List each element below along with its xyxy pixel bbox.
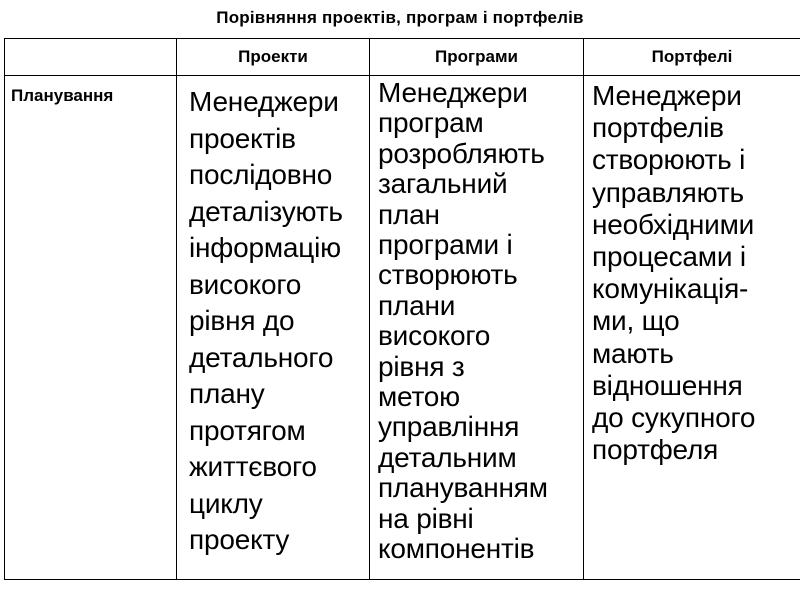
cell-text-line: портфеля: [592, 434, 719, 466]
cell-text-line: життєвого: [189, 451, 317, 482]
cell-text-line: Менеджери: [189, 86, 339, 117]
cell-text-line: проектів: [189, 122, 296, 154]
cell-text-line: інформацію: [189, 232, 341, 263]
header-portfolios: Портфелі: [584, 39, 800, 76]
cell-text-line: план: [378, 198, 440, 230]
cell-portfolios-text: [592, 80, 800, 466]
comparison-table: [4, 38, 800, 580]
cell-text-line: Менеджери: [378, 77, 528, 108]
cell-text-line: плану: [189, 378, 265, 409]
cell-text-line: управління: [378, 411, 520, 443]
cell-text-line: детальним: [378, 441, 517, 473]
cell-text-line: необхідними: [592, 208, 755, 240]
cell-text-line: програм: [378, 107, 484, 139]
cell-text-line: на рівні: [378, 502, 474, 534]
cell-text-line: створюють: [378, 259, 518, 291]
cell-text-line: рівня з: [378, 350, 465, 382]
cell-text-line: високого: [189, 268, 302, 300]
cell-text-line: загальний: [378, 168, 508, 200]
cell-text-line: протягом: [189, 414, 306, 446]
cell-text-line: процесами і: [592, 241, 746, 273]
cell-text-line: управляють: [592, 176, 744, 208]
page-title: Порівняння проектів, програм і портфелів: [216, 8, 584, 27]
cell-text-line: високого: [378, 320, 491, 352]
cell-text-line: послідовно: [189, 159, 333, 190]
cell-text-line: детального: [189, 341, 334, 373]
cell-text-line: метою: [378, 381, 460, 413]
cell-text-line: ми, що: [592, 305, 680, 337]
header-projects: Проекти: [177, 39, 370, 76]
row-label-planning: Планування: [5, 76, 177, 580]
cell-text-line: програми і: [378, 229, 513, 261]
cell-portfolios: [584, 76, 800, 580]
cell-text-line: проекту: [189, 524, 290, 555]
cell-text-line: рівня до: [189, 305, 295, 336]
cell-text-line: циклу: [189, 487, 263, 519]
cell-projects: [177, 76, 370, 580]
cell-text-line: відношення: [592, 369, 743, 401]
cell-programs-text: [378, 78, 583, 565]
cell-text-line: комунікація-: [592, 273, 749, 305]
cell-projects-text: [189, 84, 369, 559]
cell-text-line: створюють і: [592, 144, 746, 176]
header-empty-cell: [5, 39, 177, 76]
header-row: [5, 39, 800, 76]
cell-programs: [370, 76, 584, 580]
cell-text-line: компонентів: [378, 533, 535, 565]
cell-text-line: портфелів: [592, 112, 724, 144]
cell-text-line: Менеджери: [592, 80, 742, 111]
cell-text-line: деталізують: [189, 195, 343, 227]
header-programs: Програми: [370, 39, 584, 76]
cell-text-line: плануванням: [378, 472, 548, 504]
cell-text-line: плани: [378, 289, 456, 321]
cell-text-line: до сукупного: [592, 402, 756, 434]
cell-text-line: мають: [592, 337, 674, 369]
cell-text-line: розробляють: [378, 137, 545, 169]
table-row: [5, 76, 800, 580]
